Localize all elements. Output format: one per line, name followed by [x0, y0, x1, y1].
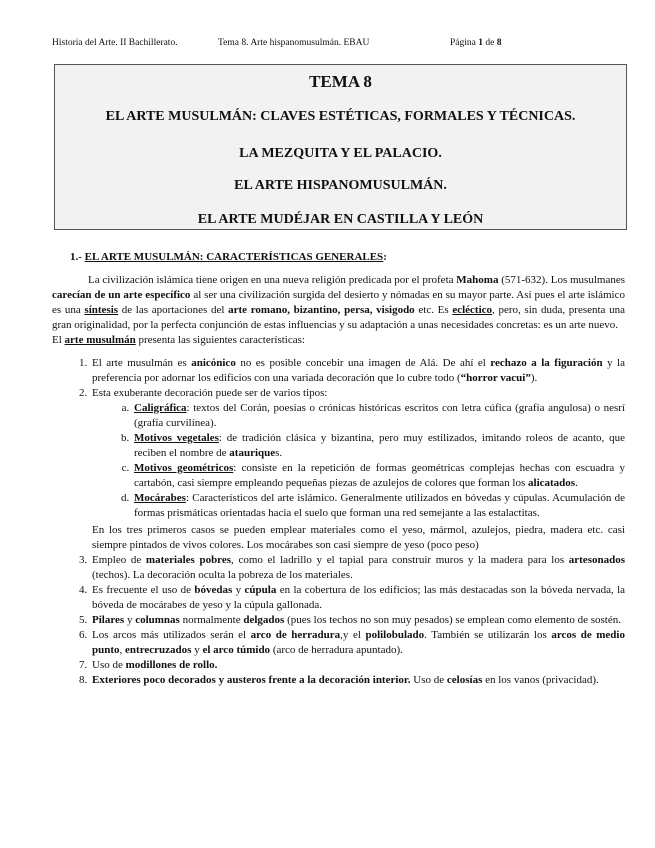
text-run: Esta exuberante decoración puede ser de varios tipos:: [92, 387, 328, 399]
bold-text: Mahoma: [456, 274, 499, 286]
bold-text: arte musulmán: [64, 334, 136, 346]
decoration-types-list: [92, 401, 625, 521]
text-run: Es frecuente el uso de: [92, 584, 195, 596]
page-header: [52, 38, 612, 52]
text-run: : Característicos del arte islámico. Generalmente utilizados en bóvedas y cúpulas. Acumulación de formas prismáticas orientadas hacia el suelo que forman una red semejante a las estalactitas.: [134, 492, 625, 519]
text-run: Uso de: [92, 659, 126, 671]
bold-text: Mocárabes: [134, 492, 186, 504]
materials-note: En los tres primeros casos se pueden emplear materiales como el yeso, mármol, azulejos, piedra, madera etc. casi siempre pintados de vivos colores. Los mocárabes son casi siempre de yeso (poco peso): [92, 524, 625, 551]
intro-paragraph: [52, 273, 625, 333]
text-run: Uso de: [410, 674, 447, 686]
bold-text: celosías: [446, 674, 483, 686]
text-run: 1.-: [70, 251, 82, 263]
text-run: presenta las siguientes características:: [135, 334, 305, 346]
text-run: s.: [275, 447, 283, 459]
text-run: (571-632). Los musulmanes: [498, 274, 625, 286]
list-item: [132, 431, 625, 461]
text-run: El arte musulmán es: [92, 357, 192, 369]
bold-text: columnas: [135, 614, 180, 626]
text-run: Empleo de: [92, 554, 146, 566]
bold-text: ataurique: [229, 447, 276, 459]
text-run: , como el ladrillo y el tapial para construir muros y la madera para los: [231, 554, 569, 566]
bold-text: bóvedas: [194, 584, 233, 596]
text-run: normalmente: [179, 614, 244, 626]
text-run: y la preferencia por adornar los edificios con una variada decoración que lo cubre todo (: [92, 357, 625, 384]
bold-text: arco de herradura: [250, 629, 341, 641]
bold-text: cúpula: [244, 584, 277, 596]
text-run: , pero, sin duda, presenta una gran originalidad, por la perfecta conjunción de estas influencias y su adaptación a unas necesidades concretas: es un arte nuevo.: [52, 304, 625, 331]
title-line-3: EL ARTE HISPANOMUSULMÁN.: [234, 178, 447, 193]
bold-text: rechazo a la figuración: [490, 357, 603, 369]
bold-text: Motivos vegetales: [134, 432, 219, 444]
list-item: [90, 628, 625, 658]
text-run: : consiste en la repetición de formas geométricas complejas hechas con escuadra y cartabón, casi siempre empleando pequeñas piezas de azulejos de colores que forman los: [134, 462, 625, 489]
topic-label: Tema 8. Arte hispanomusulmán. EBAU: [218, 38, 370, 48]
text-run: en los vanos (privacidad).: [482, 674, 599, 686]
intro-lead-sentence: [52, 333, 625, 348]
list-item: [90, 553, 625, 583]
list-item: [90, 386, 625, 553]
text-run: no es posible concebir una imagen de Alá. De ahí el: [235, 357, 491, 369]
bold-text: polilobulado: [365, 629, 425, 641]
tema-heading: TEMA 8: [309, 72, 372, 91]
text-run: etc. Es: [414, 304, 453, 316]
title-line-4: EL ARTE MUDÉJAR EN CASTILLA Y LEÓN: [197, 212, 484, 227]
bold-text: ecléctico: [452, 304, 493, 316]
bold-text: Motivos geométricos: [134, 462, 234, 474]
text-run: (arco de herradura apuntado).: [270, 644, 403, 656]
bold-text: arte romano, bizantino, persa, visigodo: [228, 304, 415, 316]
bold-text: delgados: [243, 614, 285, 626]
list-item: [132, 401, 625, 431]
bold-text: materiales pobres: [145, 554, 232, 566]
title-line-2: LA MEZQUITA Y EL PALACIO.: [239, 146, 442, 161]
text-run: en la cobertura de los edificios; las más destacadas son la bóveda nervada, la bóveda de mocárabes de yeso y la cúpula gallonada.: [92, 584, 626, 611]
bold-text: artesonados: [568, 554, 625, 566]
text-run: y: [232, 584, 245, 596]
bold-text: arcos de medio punto: [92, 629, 625, 656]
bold-text: Exteriores poco decorados y austeros frente a la decoración interior.: [92, 674, 411, 686]
text-run: (techos). La decoración oculta la pobreza de los materiales.: [92, 569, 353, 581]
list-item: [90, 583, 625, 613]
bold-text: “horror vacui”: [460, 372, 531, 384]
text-run: (pues los techos no son muy pesados) se emplean como elemento de sostén.: [284, 614, 621, 626]
text-run: EL ARTE MUSULMÁN: CARACTERÍSTICAS GENERALES: [84, 251, 384, 263]
title-box: [54, 64, 627, 230]
text-run: de las aportaciones del: [118, 304, 229, 316]
text-run: La civilización islámica tiene origen en una nueva religión predicada por el profeta: [88, 274, 457, 286]
text-run: y: [191, 644, 203, 656]
page-number: Página 1 de 8: [450, 38, 502, 48]
list-item: [132, 461, 625, 491]
bold-text: carecían de un arte específico: [52, 289, 191, 301]
text-run: .: [575, 477, 578, 489]
text-run: ).: [530, 372, 538, 384]
text-run: al ser una civilización surgida del desierto y nómadas en su mayor parte. Así pues el arte islámico es una: [52, 289, 625, 316]
text-run: y: [124, 614, 136, 626]
bold-text: modillones de rollo.: [125, 659, 218, 671]
text-run: . También se utilizarán los: [424, 629, 552, 641]
list-item: [90, 613, 625, 628]
characteristics-list: [52, 356, 625, 688]
bold-text: alicatados: [528, 477, 576, 489]
document-body: [52, 250, 625, 688]
section-heading: [70, 250, 625, 265]
text-run: Los arcos más utilizados serán el: [92, 629, 251, 641]
text-run: El: [52, 334, 65, 346]
text-run: : de tradición clásica y bizantina, pero muy estilizados, imitando roleos de acanto, que reciben el nombre de: [134, 432, 626, 459]
text-run: ,: [119, 644, 126, 656]
list-item: [90, 673, 625, 688]
list-item: [90, 356, 625, 386]
text-run: : textos del Corán, poesías o crónicas históricas escritos con letra cúfica (grafía angulosa) o nesrí (grafía curvilínea).: [134, 402, 625, 429]
list-item: [90, 658, 625, 673]
bold-text: entrecruzados: [125, 644, 192, 656]
list-item: [132, 491, 625, 521]
course-label: Historia del Arte. II Bachillerato.: [52, 38, 178, 48]
bold-text: Pilares: [92, 614, 125, 626]
bold-text: Caligráfica: [134, 402, 187, 414]
text-run: ,y el: [340, 629, 366, 641]
title-line-1: EL ARTE MUSULMÁN: CLAVES ESTÉTICAS, FORMALES Y TÉCNICAS.: [105, 109, 576, 124]
bold-text: anicónico: [191, 357, 236, 369]
text-run: :: [383, 251, 387, 263]
bold-text: síntesis: [84, 304, 119, 316]
bold-text: el arco túmido: [202, 644, 271, 656]
